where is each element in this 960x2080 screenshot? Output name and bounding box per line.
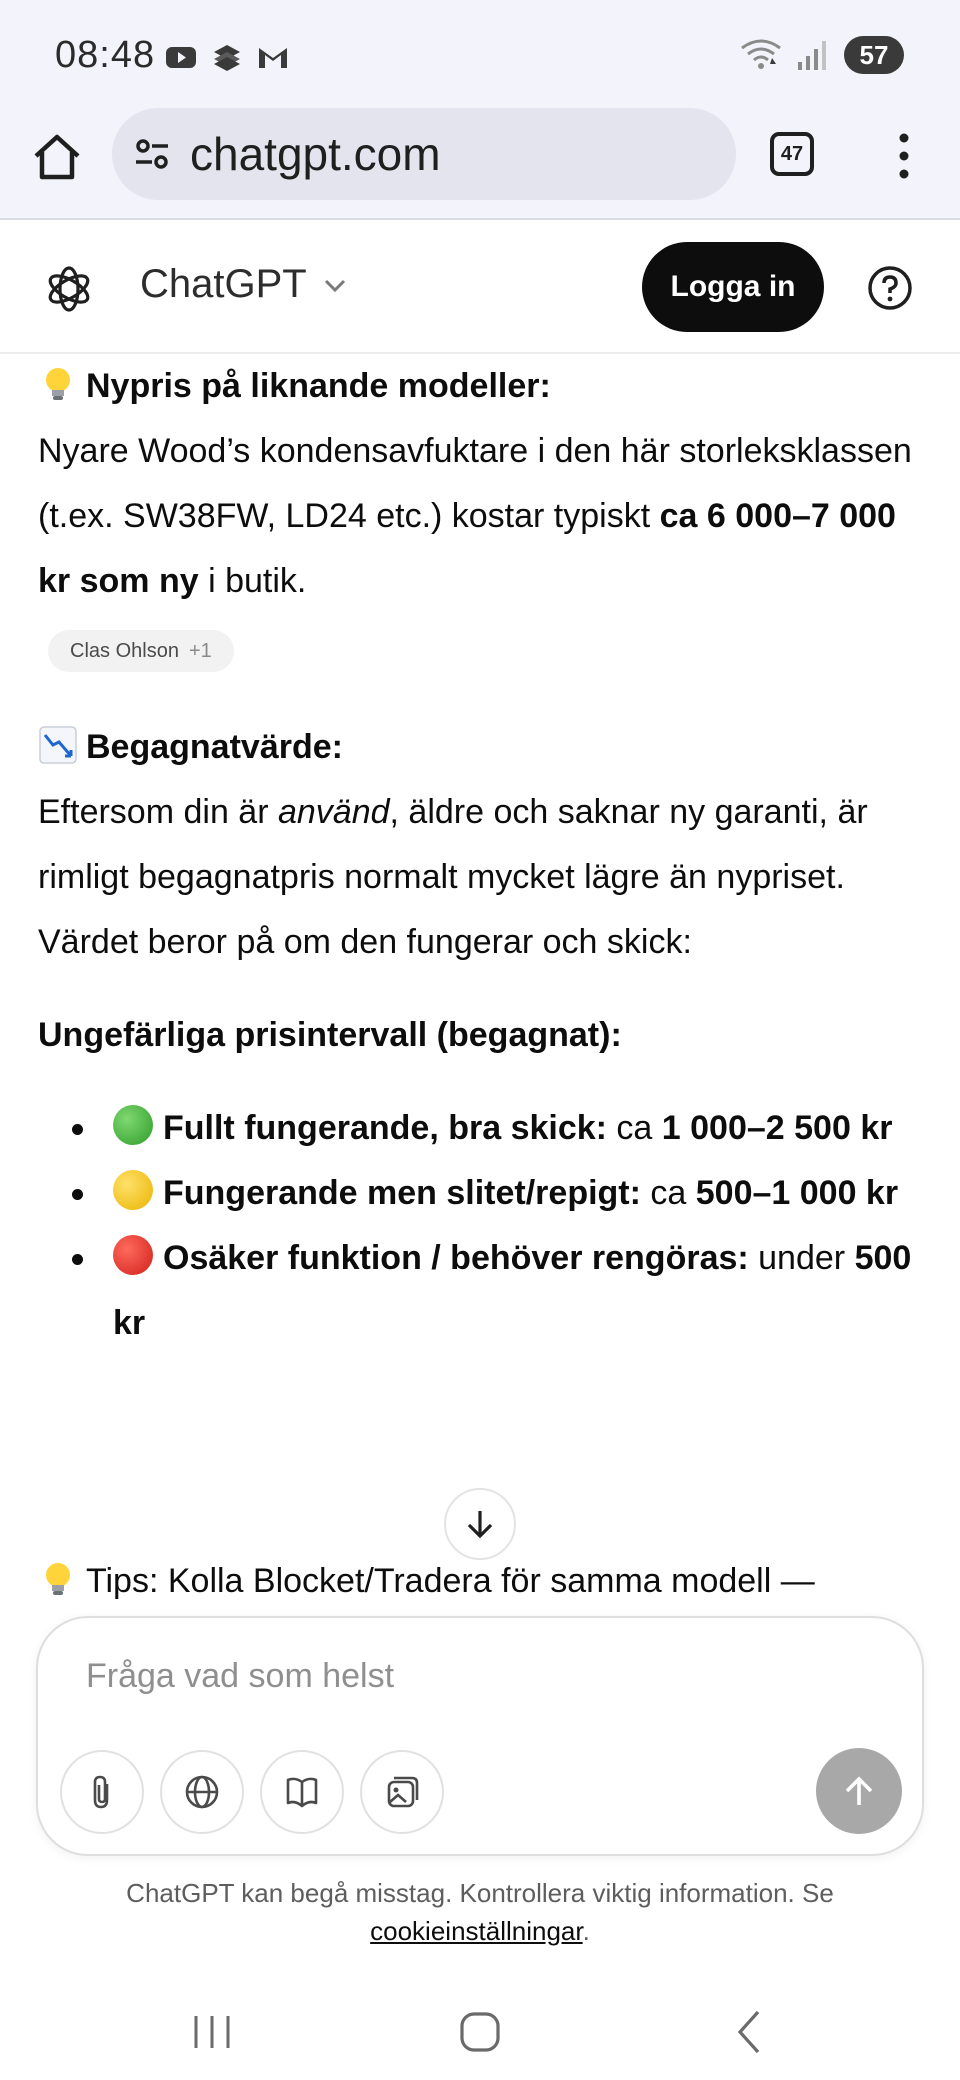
- dropbox-icon: [210, 40, 244, 74]
- new-price-text-end: i butik.: [198, 562, 307, 600]
- lightbulb-icon: [38, 1557, 78, 1597]
- login-button[interactable]: Logga in: [642, 242, 824, 332]
- red-circle-icon: [113, 1235, 153, 1275]
- model-selector[interactable]: [140, 262, 349, 307]
- brand-name: ChatGPT: [140, 262, 307, 306]
- prompt-input[interactable]: [86, 1648, 866, 1704]
- send-button[interactable]: [816, 1748, 902, 1834]
- attach-button[interactable]: [60, 1750, 144, 1834]
- gmail-icon: [256, 40, 290, 74]
- home-icon[interactable]: [30, 130, 84, 184]
- address-bar[interactable]: [112, 108, 736, 200]
- openai-logo-icon[interactable]: [42, 262, 96, 316]
- wifi-icon: [740, 38, 782, 72]
- url-text: chatgpt.com: [190, 128, 441, 180]
- price-ranges-heading: Ungefärliga prisintervall (begagnat):: [38, 1016, 622, 1054]
- range-label: Fungerande men slitet/repigt:: [163, 1174, 641, 1212]
- used-value-text: Eftersom din är: [38, 793, 278, 831]
- status-time: 08:48: [55, 34, 156, 76]
- system-icons: [740, 36, 904, 74]
- range-value: 1 000–2 500 kr: [661, 1109, 893, 1147]
- study-button[interactable]: [260, 1750, 344, 1834]
- source-chip[interactable]: [48, 630, 234, 672]
- site-settings-icon[interactable]: [132, 134, 172, 174]
- source-extra-count: +1: [188, 640, 212, 662]
- browser-toolbar: [0, 108, 960, 220]
- status-bar: [0, 0, 960, 108]
- create-image-button[interactable]: [360, 1750, 444, 1834]
- signal-icon: [796, 38, 830, 72]
- book-icon: [282, 1772, 322, 1812]
- tip-text: Tips: Kolla Blocket/Tradera för samma modell —: [86, 1562, 815, 1600]
- range-label: Osäker funktion / behöver rengöras:: [163, 1239, 749, 1277]
- range-label: Fullt fungerande, bra skick:: [163, 1109, 607, 1147]
- chevron-down-icon: [321, 271, 349, 299]
- range-value: 500 kr: [113, 1239, 912, 1342]
- cookie-settings-link[interactable]: cookieinställningar: [370, 1916, 583, 1946]
- used-value-text-end: , äldre och saknar ny garanti, är rimligt begagnatpris normalt mycket lägre än nypriset. Värdet beror på om den fungerar och skick:: [38, 793, 868, 961]
- range-prefix: under: [748, 1239, 855, 1277]
- new-price-range: ca 6 000–7 000 kr som ny: [38, 497, 896, 600]
- arrow-down-icon: [462, 1506, 498, 1542]
- recent-apps-icon[interactable]: [182, 2002, 242, 2062]
- used-value-heading: Begagnatvärde:: [86, 728, 343, 766]
- new-price-section: [38, 354, 918, 614]
- arrow-up-icon: [839, 1771, 879, 1811]
- disclaimer-end: .: [582, 1916, 590, 1946]
- system-nav-bar: [0, 1990, 960, 2080]
- paperclip-icon: [82, 1772, 122, 1812]
- used-value-italic: använd: [277, 793, 390, 831]
- youtube-icon: [164, 40, 198, 74]
- lightbulb-icon: [38, 361, 78, 401]
- image-icon: [382, 1772, 422, 1812]
- range-value: 500–1 000 kr: [695, 1174, 899, 1212]
- yellow-circle-icon: [113, 1170, 153, 1210]
- new-price-heading: Nypris på liknande modeller:: [86, 367, 551, 405]
- used-value-section: [38, 715, 918, 975]
- list-item: [38, 1096, 918, 1161]
- new-price-text: Nyare Wood’s kondensavfuktare i den här storleksklassen (t.ex. SW38FW, LD24 etc.) kostar typiskt: [38, 432, 912, 535]
- disclaimer-text: ChatGPT kan begå misstag. Kontrollera viktig information. Se: [126, 1878, 834, 1908]
- battery-indicator: 57: [844, 36, 904, 74]
- home-nav-icon[interactable]: [450, 2002, 510, 2062]
- back-icon[interactable]: [720, 2002, 780, 2062]
- globe-icon: [182, 1772, 222, 1812]
- more-menu-icon[interactable]: [886, 130, 922, 182]
- assistant-message: [38, 354, 918, 1356]
- price-range-list: [38, 1096, 918, 1356]
- source-name: Clas Ohlson: [70, 640, 179, 662]
- chart-decreasing-icon: [38, 722, 78, 762]
- list-item: [38, 1226, 918, 1356]
- chat-header: [0, 220, 960, 354]
- list-item: [38, 1161, 918, 1226]
- range-prefix: ca: [606, 1109, 662, 1147]
- range-prefix: ca: [640, 1174, 696, 1212]
- search-web-button[interactable]: [160, 1750, 244, 1834]
- disclaimer: [0, 1874, 960, 1950]
- message-composer: [36, 1616, 924, 1856]
- notification-icons: [164, 40, 290, 74]
- help-icon[interactable]: [866, 264, 914, 312]
- scroll-to-bottom-button[interactable]: [444, 1488, 516, 1560]
- tab-switcher-button[interactable]: 47: [770, 132, 814, 176]
- green-circle-icon: [113, 1105, 153, 1145]
